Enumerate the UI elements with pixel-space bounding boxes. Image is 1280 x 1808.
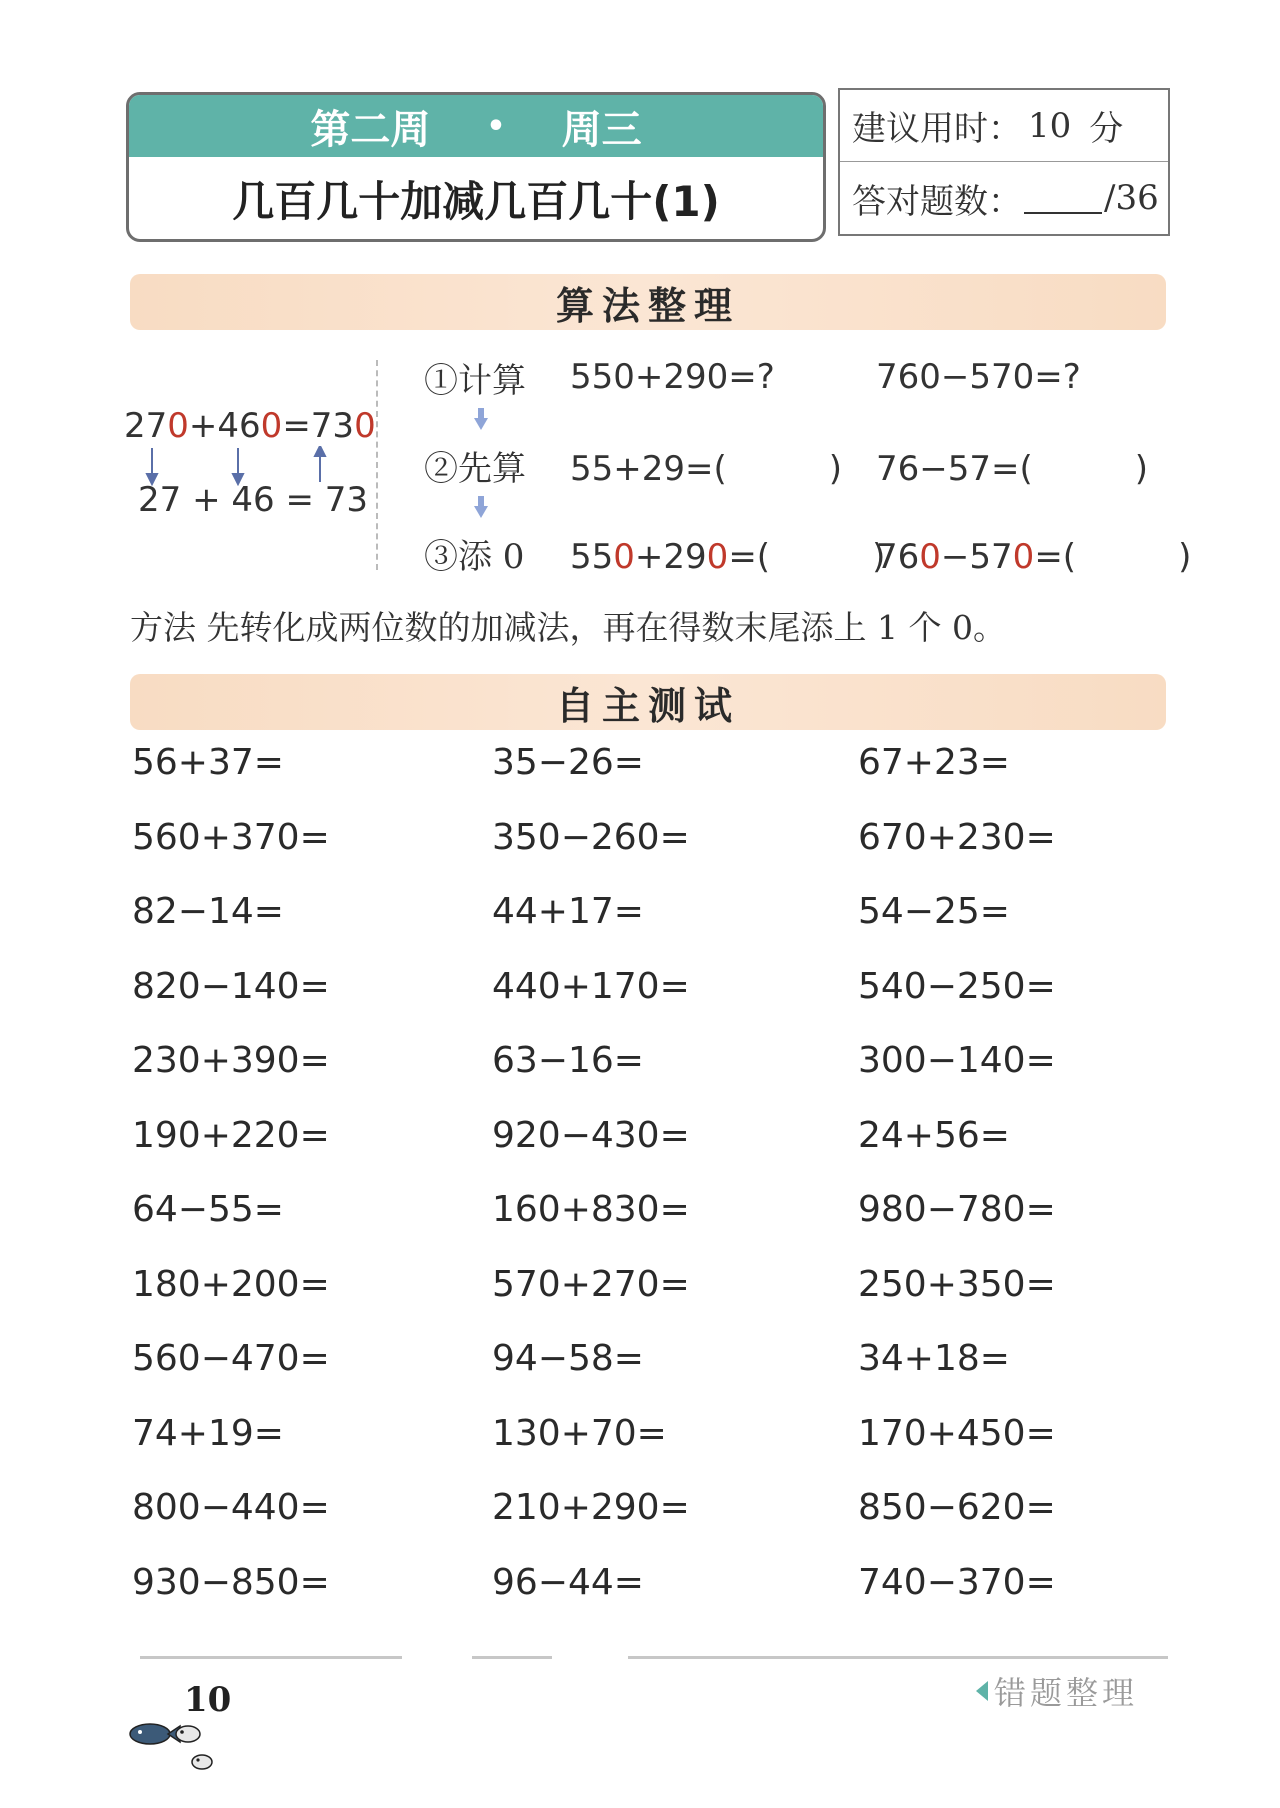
step-2-label: ②先算 [424,448,526,489]
step-2-eq-sub: 76−57=( ) [876,448,1149,489]
problem-item: 300−140= [858,1040,1056,1081]
section-test-title: 自主测试 [130,674,1166,730]
problem-item: 930−850= [132,1561,330,1603]
problem-item: 56+37= [132,742,284,783]
wrong-questions-link[interactable] [976,1668,1138,1714]
algorithm-example [120,400,376,570]
suggested-time-value: 10 [1028,105,1072,146]
left-triangle-icon [976,1681,988,1701]
suggested-time-row [840,90,1168,162]
eq-part: 55 [570,536,614,577]
problem-item: 350−260= [492,816,690,858]
step-3-label: ③添 0 [424,536,525,577]
separator-dot: • [486,108,506,144]
problem-item: 670+230= [858,816,1056,858]
down-arrow-icon [474,496,488,518]
problem-item: 230+390= [132,1040,330,1081]
problem-item: 820−140= [132,965,330,1007]
problem-item: 54−25= [858,891,1010,932]
eq-part: 76 [876,536,920,577]
example-line-tens: 27 + 46 = 73 [138,480,368,520]
problem-item: 44+17= [492,891,644,932]
down-arrow-icon [474,408,488,430]
problem-item: 160+830= [492,1189,690,1230]
fish-icon [128,1720,228,1780]
example-zero: 0 [354,406,376,446]
eq-part: =( ) [1034,536,1192,577]
eq-zero: 0 [706,536,729,577]
step-2 [424,440,1149,490]
example-zero: 0 [260,406,283,446]
problem-item: 63−16= [492,1040,644,1081]
correct-count-blank[interactable] [1024,182,1102,214]
step-1-eq-add: 550+290=? [570,357,775,397]
correct-count-row [840,162,1168,234]
footer-divider [628,1656,1168,1659]
problem-item: 440+170= [492,965,690,1007]
problem-item: 34+18= [858,1338,1010,1379]
problem-item: 67+23= [858,742,1010,783]
problem-item: 800−440= [132,1487,330,1528]
problem-item: 210+290= [492,1487,690,1528]
example-zero: 0 [167,406,189,446]
problem-item: 130+70= [492,1412,667,1454]
step-1-eq-sub: 760−570=? [876,357,1081,397]
time-score-box [838,88,1170,236]
step-1-label: ①计算 [424,360,526,401]
step-3-eq-sub [876,529,1191,578]
day-label: 周三 [561,106,642,153]
section-algorithm-title: 算法整理 [130,274,1166,330]
problem-item: 190+220= [132,1114,330,1156]
problem-item: 180+200= [132,1263,330,1305]
problem-item: 850−620= [858,1487,1056,1528]
problem-item: 35−26= [492,742,644,783]
problem-item: 170+450= [858,1412,1056,1454]
step-3-eq-add [570,529,885,578]
wrong-questions-label: 错题整理 [994,1674,1139,1712]
suggested-time-unit: 分 [1089,109,1124,149]
eq-part: +29 [634,536,707,577]
step-2-eq-add: 55+29=( ) [570,448,843,489]
correct-count-label: 答对题数： [852,181,1022,222]
problem-item: 560−470= [132,1338,330,1379]
example-part: =73 [282,406,355,446]
example-part: +46 [188,406,261,446]
problem-item: 540−250= [858,965,1056,1007]
eq-zero: 0 [613,536,635,577]
week-day-band [129,95,823,157]
page-number: 10 [184,1680,232,1720]
problem-item: 96−44= [492,1561,644,1603]
problem-item: 560+370= [132,816,330,858]
problem-item: 24+56= [858,1114,1010,1156]
example-part: 27 [124,406,168,446]
footer-divider [472,1656,552,1659]
problem-item: 64−55= [132,1189,284,1230]
problem-item: 74+19= [132,1412,284,1454]
example-line-hundreds [124,406,376,446]
problem-item: 740−370= [858,1561,1056,1603]
correct-count-total: /36 [1104,178,1159,218]
problem-item: 94−58= [492,1338,644,1379]
eq-part: =( ) [728,536,886,577]
problem-item: 250+350= [858,1263,1056,1305]
lesson-title: 几百几十加减几百几十(1) [232,177,720,226]
eq-part: −57 [940,536,1013,577]
step-1 [424,352,1081,402]
footer-divider [140,1656,402,1659]
week-label: 第二周 [310,106,431,153]
method-note: 方法 先转化成两位数的加减法，再在得数末尾添上 1 个 0。 [130,608,1006,647]
problem-item: 570+270= [492,1263,690,1305]
eq-zero: 0 [1012,536,1035,577]
algorithm-divider [376,360,378,570]
eq-zero: 0 [919,536,941,577]
step-3 [424,528,1192,578]
suggested-time-label: 建议用时： [852,109,1022,149]
problem-item: 980−780= [858,1189,1056,1230]
problem-item: 920−430= [492,1114,690,1156]
problem-item: 82−14= [132,891,284,932]
lesson-header [126,92,826,242]
